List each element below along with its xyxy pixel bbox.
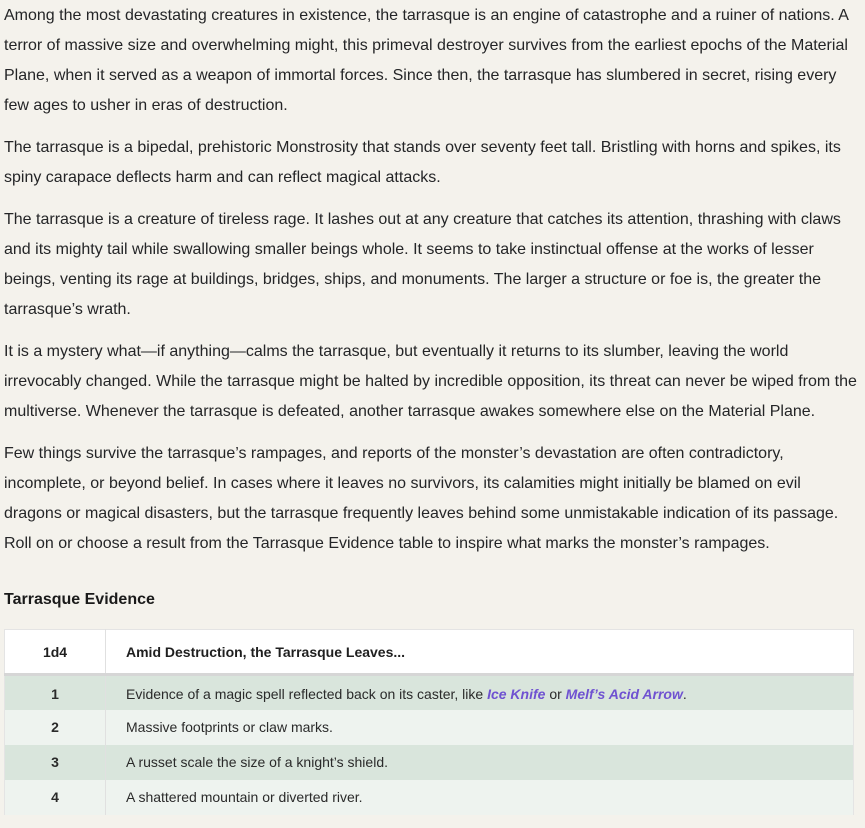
paragraph-mystery: It is a mystery what—if anything—calms the tarrasque, but eventually it returns to its slumber, leaving the world irrevocably changed. While the tarrasque might be halted by incredible opposition, its threat can never be wiped from the multiverse. Whenever the tarrasque is defeated, another tarrasque awakes somewhere else on the Material Plane. xyxy=(4,343,857,420)
table-row xyxy=(5,780,854,815)
roll-cell: 4 xyxy=(5,780,106,815)
result-cell: A russet scale the size of a knight’s shield. xyxy=(106,745,854,780)
table-row xyxy=(5,675,854,710)
header-roll: 1d4 xyxy=(5,630,106,675)
table-header-row xyxy=(5,630,854,675)
paragraph-evidence: Few things survive the tarrasque’s rampages, and reports of the monster’s devastation are often contradictory, incomplete, or beyond belief. In cases where it leaves no survivors, its calamities might initially be blamed on evil dragons or magical disasters, but the tarrasque frequently leaves behind some unmistakable indication of its passage. Roll on or choose a result from the Tarrasque Evidence table to inspire what marks the monster’s rampages. xyxy=(4,445,839,552)
table-row xyxy=(5,745,854,780)
ice-knife-link[interactable]: Ice Knife xyxy=(487,685,546,702)
roll-cell: 2 xyxy=(5,710,106,745)
result-text-after: . xyxy=(682,685,687,702)
table-row xyxy=(5,710,854,745)
paragraph-description: The tarrasque is a bipedal, prehistoric Monstrosity that stands over seventy feet tall. Bristling with horns and spikes, its spiny carapace deflects harm and can reflect magical attacks. xyxy=(4,139,841,186)
result-cell: Massive footprints or claw marks. xyxy=(106,710,854,745)
tarrasque-evidence-table xyxy=(4,629,854,815)
result-text-mid: or xyxy=(545,685,566,702)
table-title: Tarrasque Evidence xyxy=(4,591,155,608)
result-cell xyxy=(106,675,854,710)
roll-cell: 3 xyxy=(5,745,106,780)
result-cell: A shattered mountain or diverted river. xyxy=(106,780,854,815)
header-result: Amid Destruction, the Tarrasque Leaves... xyxy=(106,630,854,675)
roll-cell: 1 xyxy=(5,675,106,710)
paragraph-rage: The tarrasque is a creature of tireless rage. It lashes out at any creature that catches its attention, thrashing with claws and its mighty tail while swallowing smaller beings whole. It seems to take instinctual offense at the works of lesser beings, venting its rage at buildings, bridges, ships, and monuments. The larger a structure or foe is, the greater the tarrasque’s wrath. xyxy=(4,211,841,318)
paragraph-intro: Among the most devastating creatures in existence, the tarrasque is an engine of catastrophe and a ruiner of nations. A terror of massive size and overwhelming might, this primeval destroyer survives from the earliest epochs of the Material Plane, when it served as a weapon of immortal forces. Since then, the tarrasque has slumbered in secret, rising every few ages to usher in eras of destruction. xyxy=(4,7,849,114)
result-text-before: Evidence of a magic spell reflected back on its caster, like xyxy=(126,685,488,702)
melfs-acid-arrow-link[interactable]: Melf’s Acid Arrow xyxy=(565,685,683,702)
